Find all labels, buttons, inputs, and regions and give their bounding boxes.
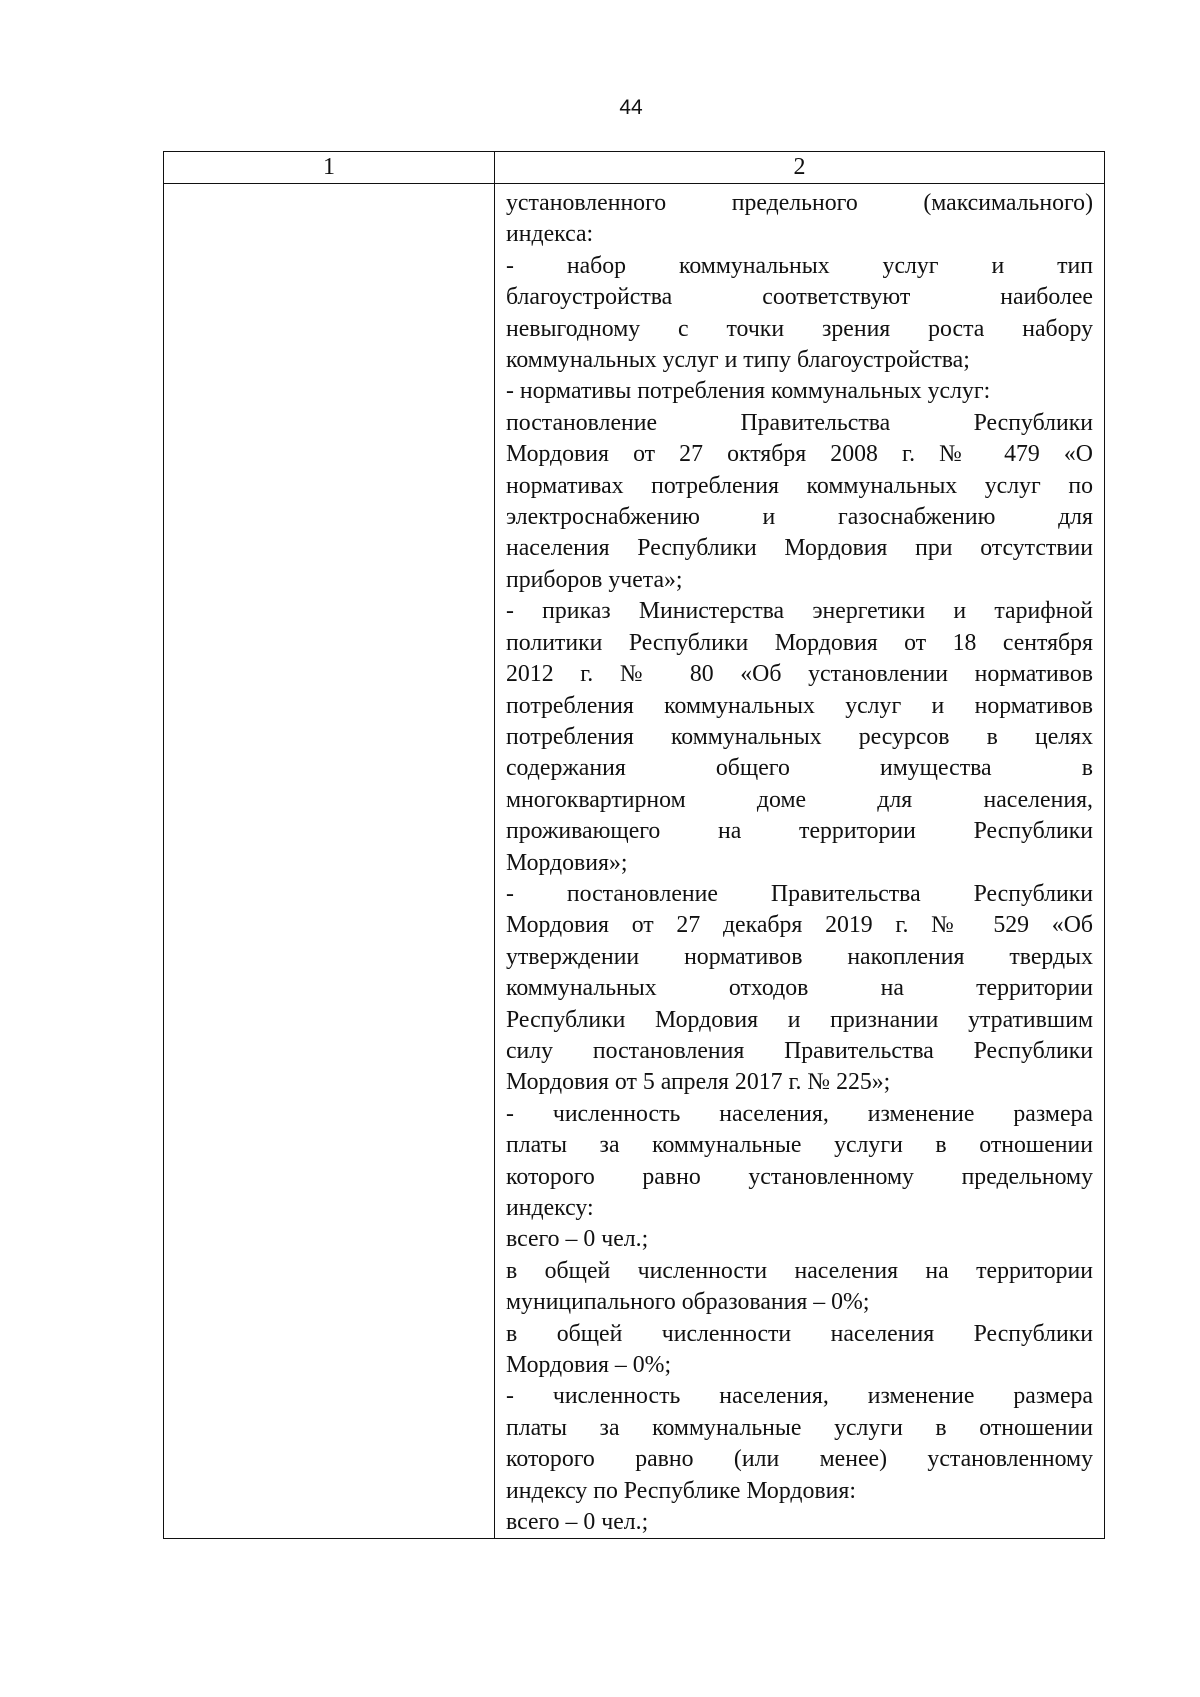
text-line: политики Республики Мордовия от 18 сентября xyxy=(506,629,1093,656)
text-line: - численность населения, изменение размера xyxy=(506,1100,1093,1127)
column-header-2: 2 xyxy=(495,152,1105,184)
text-line: Мордовия от 27 декабря 2019 г. № 529 «Об xyxy=(506,912,1093,939)
text-line: Республики Мордовия и признании утратившим xyxy=(506,1006,1093,1033)
page-number: 44 xyxy=(619,96,643,119)
text-line: 2012 г. № 80 «Об установлении нормативов xyxy=(506,661,1093,688)
text-line: индексу: xyxy=(506,1195,594,1221)
text-line: благоустройства соответствуют наиболее xyxy=(506,284,1093,311)
text-line: которого равно (или менее) установленному xyxy=(506,1446,1093,1473)
text-line: индексу по Республике Мордовия: xyxy=(506,1477,856,1504)
column-2-text xyxy=(495,184,1104,1538)
column-2-cell xyxy=(495,184,1105,1539)
text-line: которого равно установленному предельному xyxy=(506,1163,1093,1190)
table-header-row xyxy=(164,152,1105,184)
text-line: Мордовия от 5 апреля 2017 г. № 225»; xyxy=(506,1069,891,1096)
text-line: населения Республики Мордовия при отсутствии xyxy=(506,535,1093,562)
document-table xyxy=(163,151,1105,1539)
text-line: всего – 0 чел.; xyxy=(506,1509,649,1536)
text-line: Мордовия – 0%; xyxy=(506,1352,672,1379)
text-line: всего – 0 чел.; xyxy=(506,1226,649,1253)
text-line: в общей численности населения на территории xyxy=(506,1257,1093,1284)
table-content-row xyxy=(164,184,1105,1539)
text-line: платы за коммунальные услуги в отношении xyxy=(506,1414,1093,1441)
text-line: невыгодному с точки зрения роста набору xyxy=(506,315,1093,342)
text-line: приборов учета»; xyxy=(506,566,683,593)
text-line: установленного предельного (максимального) xyxy=(506,190,1093,216)
text-line: муниципального образования – 0%; xyxy=(506,1289,870,1316)
text-line: потребления коммунальных услуг и нормативов xyxy=(506,692,1093,719)
text-line: электроснабжению и газоснабжению для xyxy=(506,504,1093,531)
text-line: - набор коммунальных услуг и тип xyxy=(506,252,1093,279)
text-line: нормативах потребления коммунальных услуг по xyxy=(506,472,1093,499)
text-line: Мордовия»; xyxy=(506,849,628,876)
text-line: содержания общего имущества в xyxy=(506,755,1093,782)
column-1-cell xyxy=(164,184,495,1539)
text-line: коммунальных отходов на территории xyxy=(506,975,1093,1002)
text-line: коммунальных услуг и типу благоустройства; xyxy=(506,347,970,374)
text-line: проживающего на территории Республики xyxy=(506,818,1093,845)
text-line: индекса: xyxy=(506,221,594,248)
text-line: постановление Правительства Республики xyxy=(506,409,1093,436)
text-line: - постановление Правительства Республики xyxy=(506,880,1093,907)
text-line: - численность населения, изменение размера xyxy=(506,1383,1093,1410)
text-line: в общей численности населения Республики xyxy=(506,1320,1093,1347)
text-line: Мордовия от 27 октября 2008 г. № 479 «О xyxy=(506,441,1093,468)
text-line: - нормативы потребления коммунальных услуг: xyxy=(506,378,991,405)
text-line: многоквартирном доме для населения, xyxy=(506,786,1093,813)
text-line: утверждении нормативов накопления твердых xyxy=(506,943,1093,970)
text-line: платы за коммунальные услуги в отношении xyxy=(506,1132,1093,1159)
text-line: силу постановления Правительства Республики xyxy=(506,1037,1093,1064)
text-line: - приказ Министерства энергетики и тарифной xyxy=(506,598,1093,625)
text-line: потребления коммунальных ресурсов в целях xyxy=(506,723,1093,750)
column-header-1: 1 xyxy=(164,152,495,184)
